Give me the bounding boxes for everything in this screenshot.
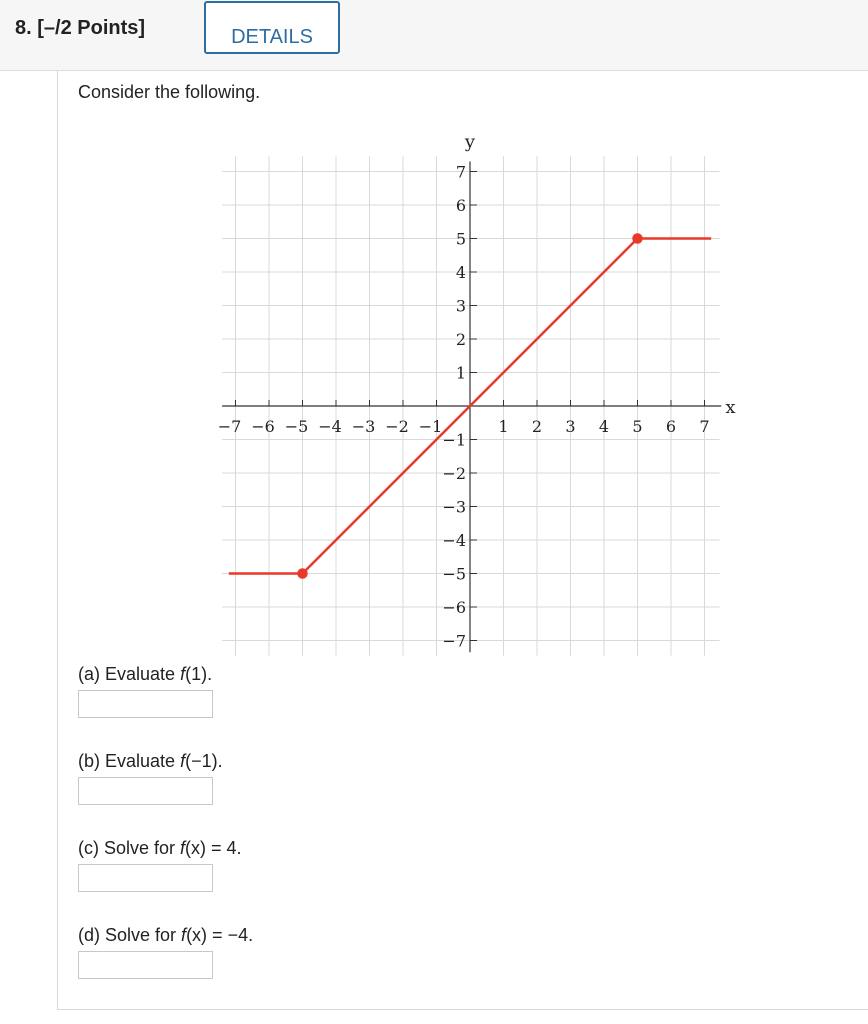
y-tick-label: −4: [442, 531, 466, 550]
part-d-prompt: (d) Solve for f(x) = −4.: [78, 925, 254, 945]
y-tick-label: 3: [455, 296, 466, 316]
details-button[interactable]: DETAILS: [204, 1, 340, 54]
graph-svg: [212, 130, 736, 651]
question-intro: Consider the following.: [78, 82, 261, 102]
endpoint-dot: [633, 234, 642, 243]
y-tick-label: 4: [455, 263, 466, 282]
y-tick-label: 2: [455, 330, 466, 349]
x-tick-label: −1: [418, 417, 443, 436]
x-axis-label: x: [725, 397, 736, 418]
y-tick-label: −3: [442, 497, 466, 517]
x-tick-label: −4: [318, 417, 342, 436]
y-tick-label: −1: [442, 430, 466, 450]
y-tick-label: −6: [442, 598, 466, 617]
y-tick-label: 6: [455, 196, 466, 215]
x-tick-label: −3: [351, 417, 376, 436]
x-tick-label: −2: [385, 417, 409, 436]
part-b-prompt: (b) Evaluate f(−1).: [78, 751, 223, 771]
x-tick-label: 5: [632, 417, 643, 436]
x-tick-label: 4: [598, 417, 610, 436]
endpoint-dot: [298, 569, 307, 578]
x-tick-label: 2: [531, 417, 543, 436]
part-b-answer-input[interactable]: [78, 777, 213, 805]
part-d-answer-input[interactable]: [78, 951, 213, 979]
x-tick-label: −7: [217, 417, 242, 436]
y-tick-label: −7: [442, 631, 466, 651]
part-a-prompt: (a) Evaluate f(1).: [78, 664, 213, 684]
y-tick-label: 1: [455, 363, 466, 383]
function-graph: [212, 130, 736, 655]
y-tick-label: −5: [442, 564, 466, 584]
x-tick-label: 1: [498, 417, 509, 436]
part-c-answer-input[interactable]: [78, 864, 213, 892]
y-tick-label: −2: [442, 464, 466, 483]
y-tick-label: 7: [455, 162, 466, 182]
y-axis-label: y: [464, 131, 476, 153]
x-tick-label: 3: [565, 417, 576, 436]
x-tick-label: 7: [699, 417, 710, 436]
question-title: 8. [–/2 Points]: [15, 17, 146, 39]
y-tick-label: 5: [455, 229, 466, 249]
question-header: [0, 0, 868, 71]
x-tick-label: −5: [284, 417, 309, 436]
x-tick-label: 6: [665, 417, 677, 436]
part-a-answer-input[interactable]: [78, 690, 213, 718]
part-c-prompt: (c) Solve for f(x) = 4.: [78, 838, 242, 858]
x-tick-label: −6: [251, 417, 275, 436]
